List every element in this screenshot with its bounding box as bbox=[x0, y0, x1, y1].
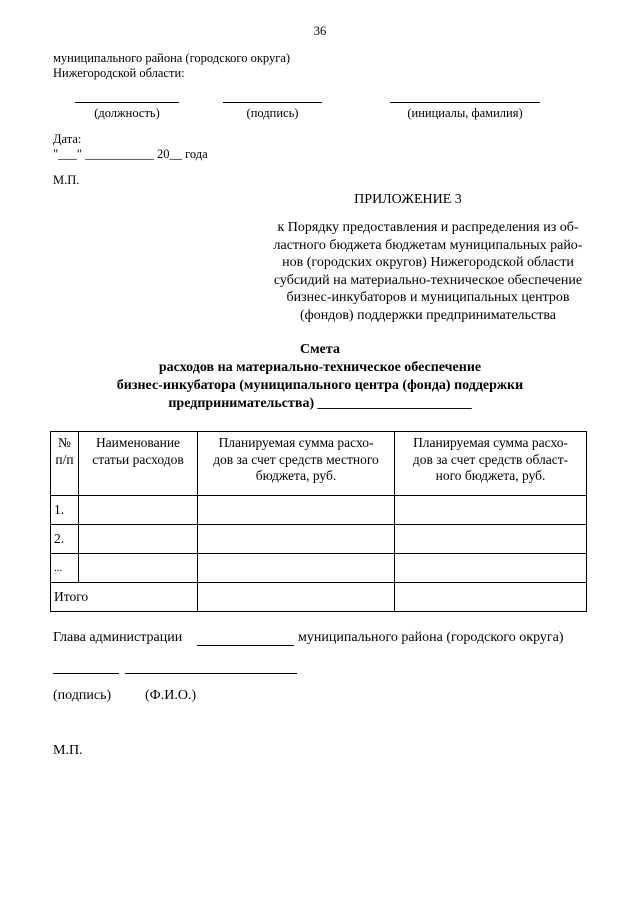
col-header-regional-budget bbox=[395, 432, 587, 496]
estimate-table bbox=[50, 431, 587, 612]
header-line-2: Нижегородской области: bbox=[53, 66, 185, 80]
appendix-text bbox=[248, 219, 608, 324]
estimate-title-line-2: расходов на материально-техническое обеспечение bbox=[158, 360, 482, 375]
date-label: Дата: bbox=[53, 132, 82, 146]
head-admin-name-line bbox=[197, 645, 294, 646]
row-item-cell bbox=[79, 525, 198, 554]
head-admin-suffix: муниципального района (городского округа) bbox=[298, 630, 564, 645]
header-line: Планируемая сумма расхо- bbox=[218, 435, 374, 450]
col-header-number bbox=[51, 432, 79, 496]
footer-signature-label: (подпись) bbox=[53, 688, 112, 703]
estimate-title: Смета bbox=[300, 342, 340, 357]
header-line: № bbox=[58, 435, 71, 450]
footer-fio-label: (Ф.И.О.) bbox=[145, 688, 197, 703]
header-line: Наименование bbox=[95, 435, 181, 450]
footer-signature-line bbox=[53, 673, 119, 674]
table-row bbox=[51, 525, 587, 554]
table-row bbox=[51, 496, 587, 525]
appendix-line: субсидий на материально-техническое обеспечение bbox=[273, 272, 583, 288]
estimate-title-line-4: предпринимательства) ______________________ bbox=[168, 396, 472, 411]
appendix-line: нов (городских округов) Нижегородской области bbox=[282, 255, 574, 270]
col-header-item bbox=[79, 432, 198, 496]
appendix-line: (фондов) поддержки предпринимательства bbox=[299, 307, 557, 323]
table-total-row bbox=[51, 583, 587, 612]
date-template: "___" ___________ 20__ года bbox=[53, 147, 208, 161]
initials-line bbox=[390, 102, 540, 103]
header-line-1: муниципального района (городского округа) bbox=[53, 51, 291, 65]
table-row bbox=[51, 554, 587, 583]
appendix-line: ластного бюджета бюджетам муниципальных райо- bbox=[273, 237, 583, 253]
row-item-cell bbox=[79, 554, 198, 583]
row-number: 2. bbox=[51, 525, 79, 554]
estimate-title-line-3: бизнес-инкубатора (муниципального центра (фонда) поддержки bbox=[116, 378, 524, 393]
signature-label: (подпись) bbox=[246, 106, 299, 120]
row-number: ... bbox=[51, 554, 79, 583]
appendix-line: к Порядку предоставления и распределения из об- bbox=[277, 220, 579, 235]
signature-line bbox=[223, 102, 322, 103]
header-line: статьи расходов bbox=[92, 451, 184, 467]
footer-stamp: М.П. bbox=[53, 743, 83, 758]
row-local-cell bbox=[198, 496, 395, 525]
col-header-local-budget bbox=[198, 432, 395, 496]
total-local-cell bbox=[198, 583, 395, 612]
appendix-title: ПРИЛОЖЕНИЕ 3 bbox=[354, 192, 462, 207]
row-number: 1. bbox=[51, 496, 79, 525]
row-regional-cell bbox=[395, 525, 587, 554]
row-regional-cell bbox=[395, 554, 587, 583]
table-header-row bbox=[51, 432, 587, 496]
head-admin-label: Глава администрации bbox=[53, 630, 183, 645]
appendix-line: бизнес-инкубаторов и муниципальных центров bbox=[286, 290, 570, 305]
position-line bbox=[75, 102, 179, 103]
position-label: (должность) bbox=[94, 106, 160, 120]
row-regional-cell bbox=[395, 496, 587, 525]
header-line: Планируемая сумма расхо- bbox=[413, 435, 568, 450]
header-line: п/п bbox=[55, 451, 74, 467]
header-line: дов за счет средств местного bbox=[213, 451, 379, 467]
header-line: бюджета, руб. bbox=[255, 468, 337, 483]
page-number: 36 bbox=[313, 24, 327, 38]
stamp-top: М.П. bbox=[53, 173, 80, 187]
total-label: Итого bbox=[51, 583, 198, 612]
row-item-cell bbox=[79, 496, 198, 525]
footer-fio-line bbox=[125, 673, 297, 674]
row-local-cell bbox=[198, 525, 395, 554]
header-line: ного бюджета, руб. bbox=[435, 468, 546, 483]
initials-label: (инициалы, фамилия) bbox=[407, 106, 523, 120]
row-local-cell bbox=[198, 554, 395, 583]
total-regional-cell bbox=[395, 583, 587, 612]
header-line: дов за счет средств област- bbox=[412, 451, 569, 467]
